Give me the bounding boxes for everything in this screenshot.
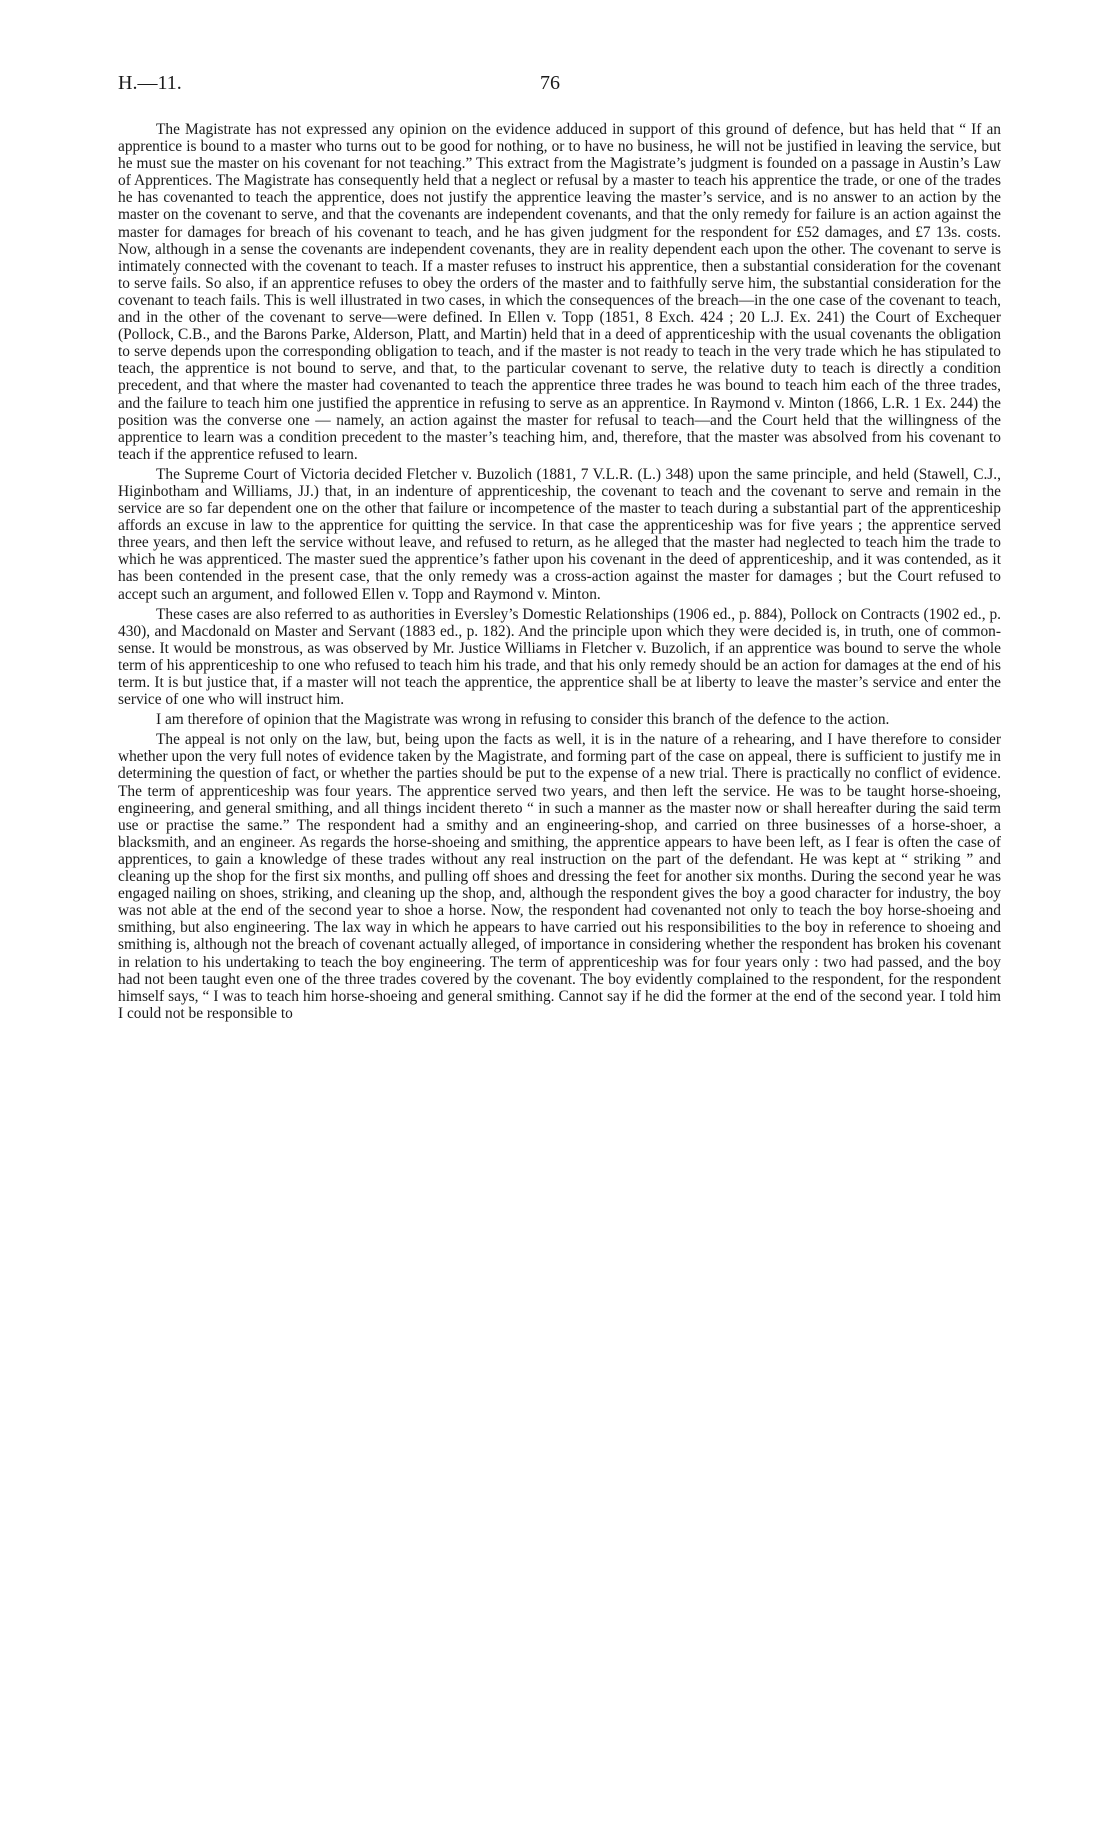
report-reference: H.—11. (118, 72, 182, 94)
paragraph: The Magistrate has not expressed any opinion on the evidence adduced in support of this ground of defence, but has held that “ If an apprentice is bound to a master who turns out to be good for nothing, or to have no business, he will not be justified in leaving the service, but he must sue the master on his covenant for not teaching.” This extract from the Magistrate’s judgment is founded on a passage in Austin’s Law of Apprentices. The Magistrate has consequently held that a neglect or refusal by a master to teach his apprentice the trade, or one of the trades he has covenanted to teach the apprentice, does not justify the apprentice leaving the master’s service, and is no answer to an action by the master on the covenant to serve, and that the covenants are independent covenants, and that the only remedy for failure is an action against the master for damages for breach of his covenant to teach, and he has given judgment for the respondent for £52 damages, and £7 13s. costs. Now, although in a sense the covenants are independent covenants, they are in reality dependent each upon the other. The covenant to serve is intimately connected with the covenant to teach. If a master refuses to instruct his apprentice, then a substantial consideration for the covenant to serve fails. So also, if an apprentice refuses to obey the orders of the master and to faithfully serve him, the substantial consideration for the covenant to teach fails. This is well illustrated in two cases, in which the consequences of the breach—in the one case of the covenant to teach, and in the other of the covenant to serve—were defined. In Ellen v. Topp (1851, 8 Exch. 424 ; 20 L.J. Ex. 241) the Court of Exchequer (Pollock, C.B., and the Barons Parke, Alderson, Platt, and Martin) held that in a deed of apprenticeship with the usual covenants the obligation to serve depends upon the corresponding obligation to teach, and if the master is not ready to teach in the very trade which he has stipulated to teach, the apprentice is not bound to serve, and that, to the particular covenant to serve, the relative duty to teach is directly a condition precedent, and that where the master had covenanted to teach the apprentice three trades he was bound to teach him each of the three trades, and the failure to teach him one justified the apprentice in refusing to serve as an apprentice. In Raymond v. Minton (1866, L.R. 1 Ex. 244) the position was the converse one — namely, an action against the master for refusal to teach—and the Court held that the willingness of the apprentice to learn was a condition precedent to the master’s teaching him, and, therefore, that the master was absolved from his covenant to teach if the apprentice refused to learn. (118, 121, 1001, 463)
page-number: 76 (540, 72, 560, 94)
paragraph: I am therefore of opinion that the Magistrate was wrong in refusing to consider this branch of the defence to the action. (156, 711, 890, 729)
paragraph: The Supreme Court of Victoria decided Fletcher v. Buzolich (1881, 7 V.L.R. (L.) 348) upon the same principle, and held (Stawell, C.J., Higinbotham and Williams, JJ.) that, in an indenture of apprenticeship, the covenant to teach and the covenant to serve and remain in the service are so far dependent one on the other that failure or incompetence of the master to teach during a substantial part of the apprenticeship affords an excuse in law to the apprentice for quitting the service. In that case the apprenticeship was for five years ; the apprentice served three years, and then left the service without leave, and refused to return, as he alleged that the master had neglected to teach him the trade to which he was apprenticed. The master sued the apprentice’s father upon his covenant in the deed of apprenticeship, and it was contended, as it has been contended in the present case, that the only remedy was a cross-action against the master for damages ; but the Court refused to accept such an argument, and followed Ellen v. Topp and Raymond v. Minton. (118, 465, 1001, 603)
paragraph: These cases are also referred to as authorities in Eversley’s Domestic Relationships (1906 ed., p. 884), Pollock on Contracts (1902 ed., p. 430), and Macdonald on Master and Servant (1883 ed., p. 182). And the principle upon which they were decided is, in truth, one of common-sense. It would be monstrous, as was observed by Mr. Justice Williams in Fletcher v. Buzolich, if an apprentice was bound to serve the whole term of his apprenticeship to one who refused to teach him his trade, and that his only remedy should be an action for damages at the end of his term. It is but justice that, if a master will not teach the apprentice, the apprentice shall be at liberty to leave the master’s service and enter the service of one who will instruct him. (118, 605, 1001, 709)
paragraph: The appeal is not only on the law, but, being upon the facts as well, it is in the nature of a rehearing, and I have therefore to consider whether upon the very full notes of evidence taken by the Magistrate, and forming part of the case on appeal, there is sufficient to justify me in determining the question of fact, or whether the parties should be put to the expense of a new trial. There is practically no conflict of evidence. The term of apprenticeship was four years. The apprentice served two years, and then left the service. He was to be taught horse-shoeing, engineering, and general smithing, and all things incident thereto “ in such a manner as the master now or shall hereafter during the said term use or practise the same.” The respondent had a smithy and an engineering-shop, and carried on three businesses of a horse-shoer, a blacksmith, and an engineer. As regards the horse-shoeing and smithing, the apprentice appears to have been left, as I fear is often the case of apprentices, to gain a knowledge of these trades without any real instruction on the part of the defendant. He was kept at “ striking ” and cleaning up the shop for the first six months, and pulling off shoes and dressing the feet for another six months. During the second year he was engaged nailing on shoes, striking, and cleaning up the shop, and, although the respondent gives the boy a good character for industry, the boy was not able at the end of the second year to shoe a horse. Now, the respondent had covenanted not only to teach the boy horse-shoeing and smithing, but also engineering. The lax way in which he appears to have carried out his responsibilities to the boy in reference to shoeing and smithing is, although not the breach of covenant actually alleged, of importance in considering whether the respondent has broken his covenant in relation to his undertaking to teach the boy engineering. The term of apprenticeship was for four years only : two had passed, and the boy had not been taught even one of the three trades covered by the covenant. The boy evidently complained to the respondent, for the respondent himself says, “ I was to teach him horse-shoeing and general smithing. Cannot say if he did the former at the end of the second year. I told him I could not be responsible to (118, 731, 1001, 1022)
body-text (118, 121, 1001, 1025)
page-header (118, 72, 1001, 98)
